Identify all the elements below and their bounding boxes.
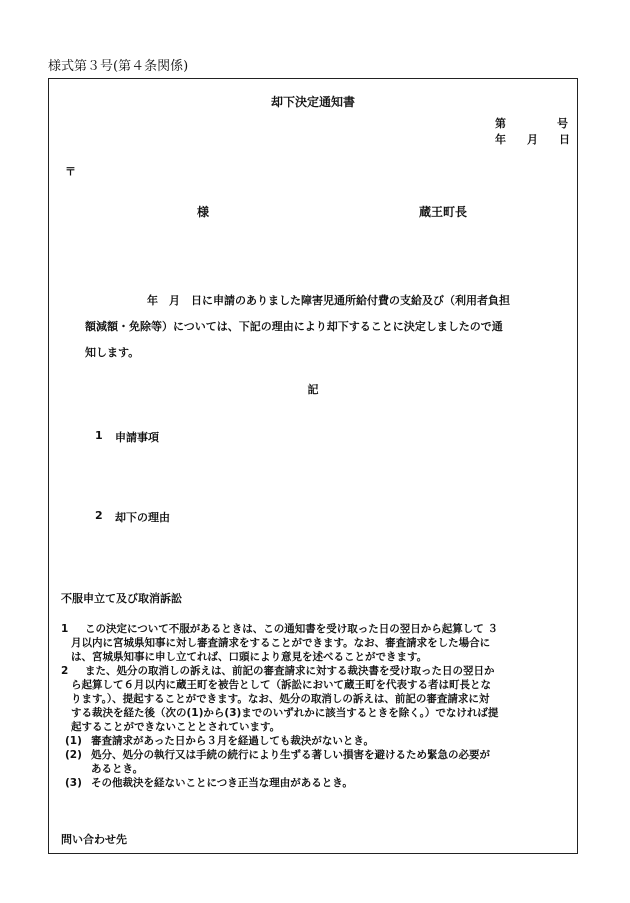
note-sub-2-line: 処分、処分の執行又は手続の続行により生ずる著しい損害を避けるため緊急の必要が xyxy=(91,749,490,761)
item-2-number: 2 xyxy=(95,509,103,522)
item-1-number: 1 xyxy=(95,429,103,442)
note-2-line: ります。）、提起することができます。なお、処分の取消しの訴えは、前記の審査請求に対 xyxy=(71,693,490,705)
form-number: 様式第３号(第４条関係) xyxy=(48,59,189,74)
note-1-number: 1 xyxy=(61,623,69,635)
note-sub-2 xyxy=(61,748,571,776)
note-sub-1-line: 審査請求があった日から３月を経過しても裁決がないとき。 xyxy=(91,735,374,747)
note-1-line: この決定について不服があるときは、この通知書を受け取った日の翌日から起算して ３ xyxy=(85,623,498,635)
note-sub-3-number: (3) xyxy=(65,777,82,789)
note-2-line: ら起算して６月以内に蔵王町を被告として（訴訟において蔵王町を代表する者は町長とな xyxy=(71,679,491,691)
note-1-line: 月以内に宮城県知事に対し審査請求をすることができます。なお、審査請求をした場合に xyxy=(71,637,491,649)
note-sub-3 xyxy=(61,776,571,790)
note-2-line: また、処分の取消しの訴えは、前記の審査請求に対する裁決書を受け取った日の翌日か xyxy=(85,665,495,677)
body-line-1: 年 月 日に申請のありました障害児通所給付費の支給及び（利用者負担 xyxy=(147,294,510,307)
note-sub-2-number: (2) xyxy=(65,749,82,761)
notice-frame xyxy=(48,78,578,854)
note-2-line: する裁決を経た後（次の(1)から(3)までのいずれかに該当するときを除く。）でなければ提 xyxy=(71,707,499,719)
note-sub-1 xyxy=(61,734,571,748)
note-sub-2-line: あるとき。 xyxy=(91,763,144,775)
note-1-line: は、宮城県知事に申し立てれば、口頭により意見を述べることができます。 xyxy=(71,651,428,663)
body-line-3: 知します。 xyxy=(85,346,140,359)
document-title: 却下決定通知書 xyxy=(270,95,355,109)
date-year: 年 xyxy=(495,133,506,146)
recipient-suffix: 様 xyxy=(197,205,210,219)
number-label: 第 xyxy=(495,117,506,130)
date-day: 日 xyxy=(559,133,570,146)
note-2 xyxy=(61,664,571,734)
appeal-notes xyxy=(61,622,571,790)
date-month: 月 xyxy=(527,133,538,146)
item-2-label: 却下の理由 xyxy=(115,511,170,524)
note-sub-1-number: (1) xyxy=(65,735,82,747)
body-line-2: 額減額・免除等）については、下記の理由により却下することに決定しましたので通 xyxy=(85,320,503,333)
postal-mark: 〒 xyxy=(65,165,76,178)
ki-label: 記 xyxy=(307,383,319,396)
note-2-number: 2 xyxy=(61,665,69,677)
note-1 xyxy=(61,622,571,664)
contact-label: 問い合わせ先 xyxy=(61,833,127,846)
item-1-label: 申請事項 xyxy=(115,431,159,444)
note-2-line: 起することができないこととされています。 xyxy=(71,721,281,733)
appeal-heading: 不服申立て及び取消訴訟 xyxy=(61,592,182,605)
number-suffix: 号 xyxy=(557,117,568,130)
note-sub-3-line: その他裁決を経ないことにつき正当な理由があるとき。 xyxy=(91,777,353,789)
sender-name: 蔵王町長 xyxy=(419,205,468,219)
